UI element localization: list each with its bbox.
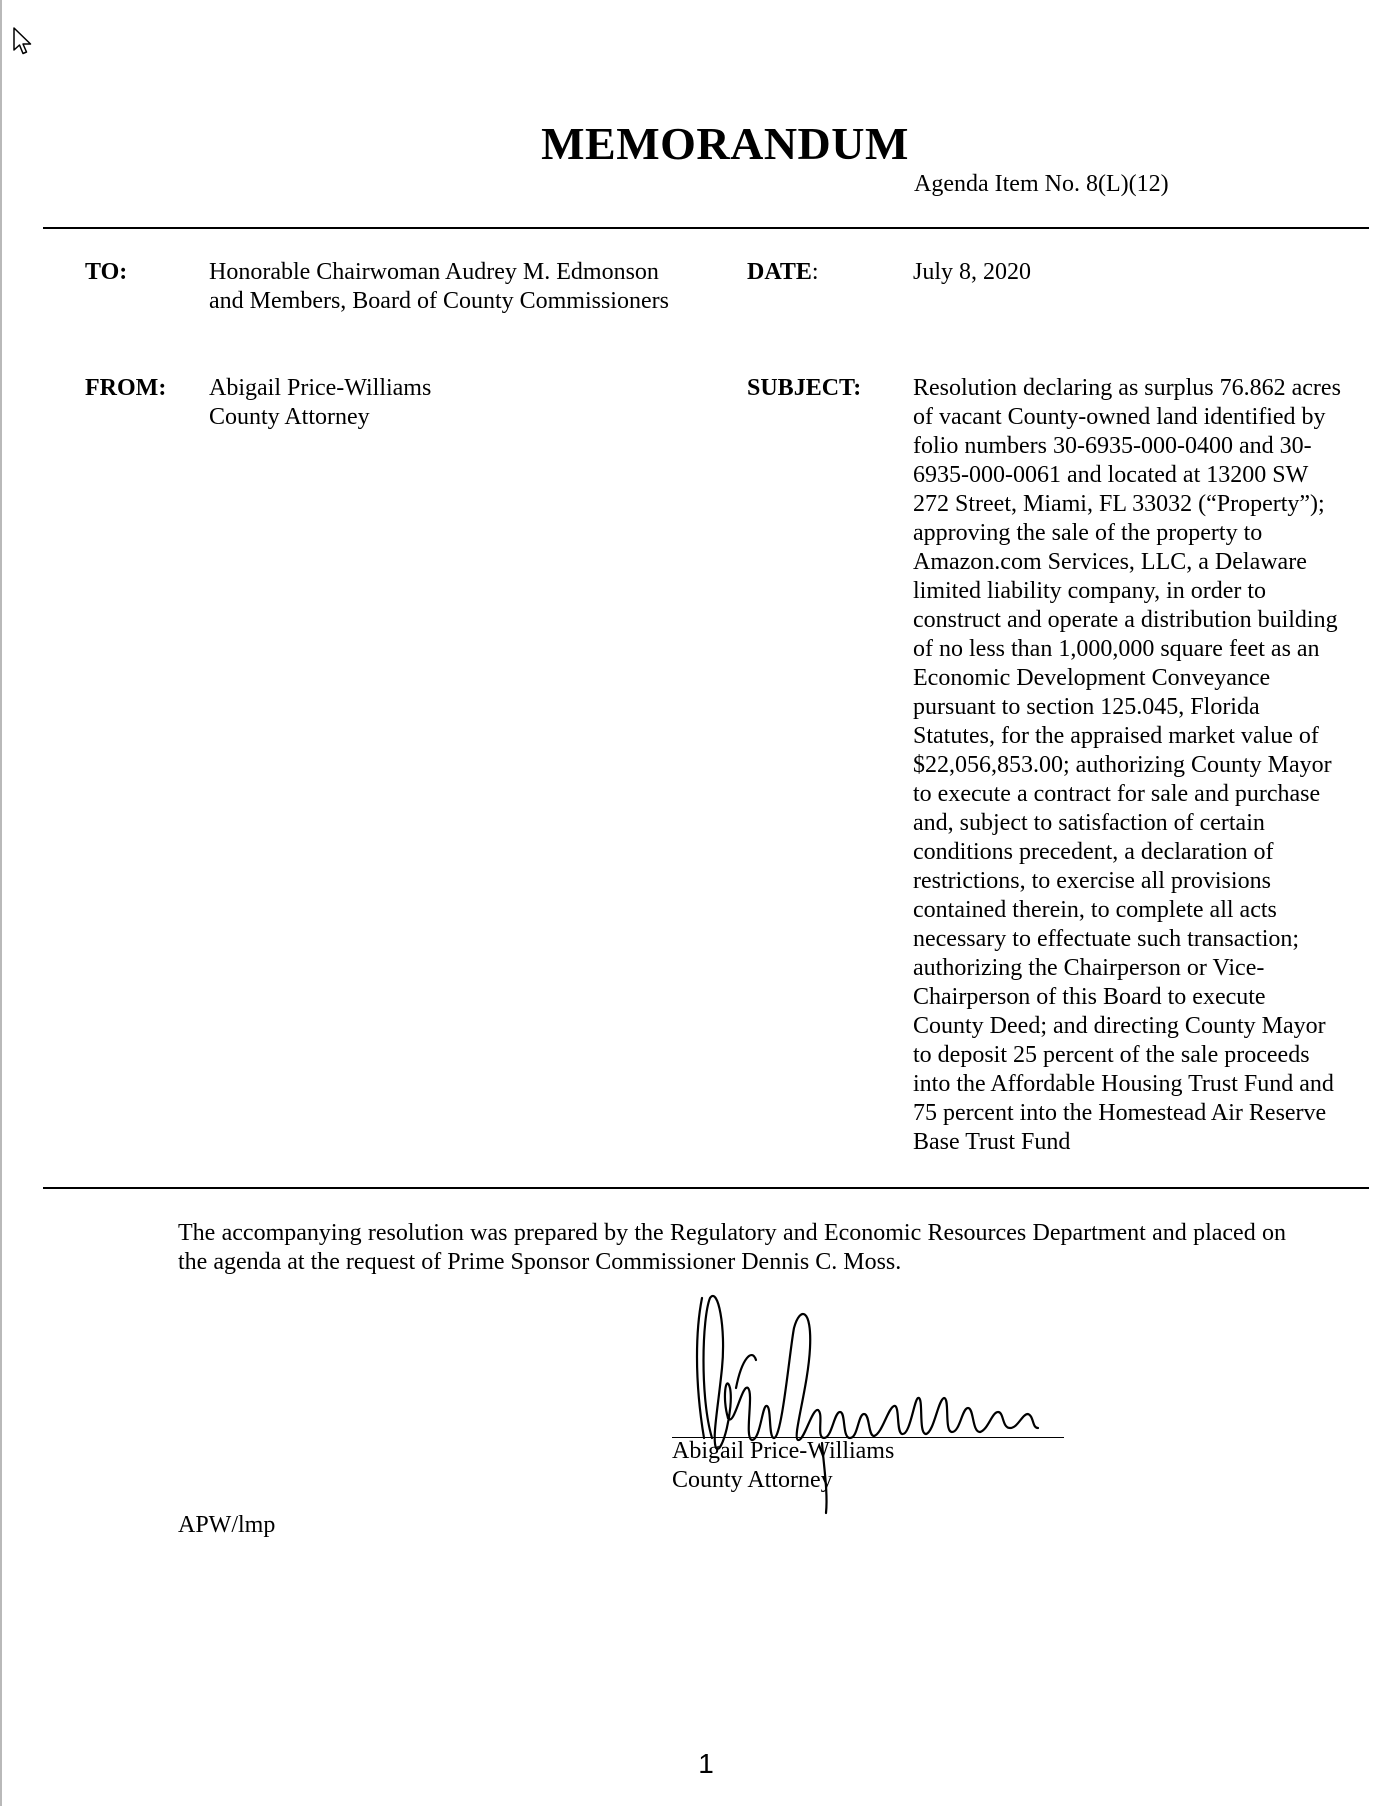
date-label: DATE: bbox=[747, 259, 819, 285]
subject-line: approving the sale of the property to bbox=[913, 520, 1263, 546]
subject-line: 6935-000-0061 and located at 13200 SW bbox=[913, 462, 1309, 488]
subject-line: 75 percent into the Homestead Air Reserve bbox=[913, 1100, 1327, 1126]
from-line: Abigail Price-Williams bbox=[209, 375, 432, 401]
subject-line: to deposit 25 percent of the sale proceeds bbox=[913, 1042, 1310, 1068]
subject-line: Chairperson of this Board to execute bbox=[913, 984, 1266, 1010]
subject-line: into the Affordable Housing Trust Fund and bbox=[913, 1071, 1334, 1097]
subject-line: Economic Development Conveyance bbox=[913, 665, 1271, 691]
subject-line: restrictions, to exercise all provisions bbox=[913, 868, 1271, 894]
typist-initials: APW/lmp bbox=[178, 1512, 276, 1538]
subject-line: and, subject to satisfaction of certain bbox=[913, 810, 1265, 836]
from-sender bbox=[209, 374, 431, 432]
header-bottom-rule bbox=[43, 1187, 1369, 1189]
body-paragraph: The accompanying resolution was prepared by the Regulatory and Economic Resources Department and placed on the agenda at the request of Prime Sponsor Commissioner Dennis C. Moss. bbox=[178, 1220, 1286, 1275]
to-recipients bbox=[209, 258, 669, 316]
subject-line: Statutes, for the appraised market value of bbox=[913, 723, 1319, 749]
subject-line: Base Trust Fund bbox=[913, 1129, 1071, 1155]
subject-line: 272 Street, Miami, FL 33032 (“Property”); bbox=[913, 491, 1325, 517]
agenda-item-number: Agenda Item No. 8(L)(12) bbox=[914, 171, 1169, 197]
signer-name: Abigail Price-Williams bbox=[672, 1438, 895, 1464]
subject-line: County Deed; and directing County Mayor bbox=[913, 1013, 1326, 1039]
memo-title: MEMORANDUM bbox=[541, 118, 909, 169]
page-number: 1 bbox=[698, 1748, 714, 1779]
subject-line: of vacant County-owned land identified by bbox=[913, 404, 1326, 430]
subject-text bbox=[913, 374, 1373, 1157]
subject-line: of no less than 1,000,000 square feet as an bbox=[913, 636, 1320, 662]
subject-line: contained therein, to complete all acts bbox=[913, 897, 1277, 923]
subject-line: necessary to effectuate such transaction; bbox=[913, 926, 1300, 952]
to-line: Honorable Chairwoman Audrey M. Edmonson bbox=[209, 259, 659, 285]
to-line: and Members, Board of County Commissioners bbox=[209, 288, 669, 314]
subject-line: limited liability company, in order to bbox=[913, 578, 1267, 604]
subject-line: pursuant to section 125.045, Florida bbox=[913, 694, 1260, 720]
signer-title: County Attorney bbox=[672, 1467, 833, 1493]
subject-line: conditions precedent, a declaration of bbox=[913, 839, 1274, 865]
subject-line: construct and operate a distribution building bbox=[913, 607, 1338, 633]
header-top-rule bbox=[43, 227, 1369, 229]
from-line: County Attorney bbox=[209, 404, 370, 430]
subject-line: authorizing the Chairperson or Vice- bbox=[913, 955, 1265, 981]
subject-label: SUBJECT: bbox=[747, 375, 862, 401]
subject-line: folio numbers 30-6935-000-0400 and 30- bbox=[913, 433, 1312, 459]
from-label: FROM: bbox=[85, 375, 167, 401]
date-value: July 8, 2020 bbox=[913, 259, 1032, 285]
to-label: TO: bbox=[85, 259, 128, 285]
subject-line: $22,056,853.00; authorizing County Mayor bbox=[913, 752, 1332, 778]
subject-line: Amazon.com Services, LLC, a Delaware bbox=[913, 549, 1307, 575]
mouse-pointer-icon bbox=[12, 26, 34, 56]
subject-line: Resolution declaring as surplus 76.862 acres bbox=[913, 375, 1341, 401]
subject-line: to execute a contract for sale and purchase bbox=[913, 781, 1321, 807]
handwritten-signature-image bbox=[682, 1288, 1082, 1518]
